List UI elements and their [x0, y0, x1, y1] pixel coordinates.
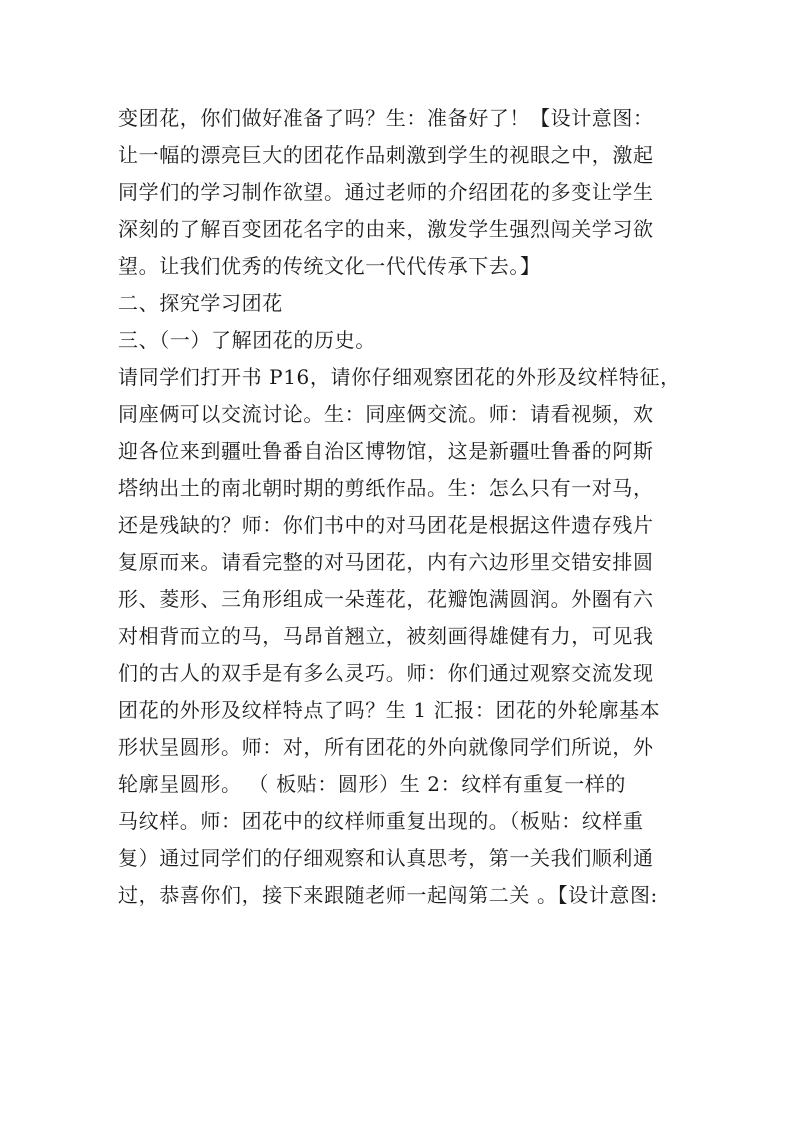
text-line: 望。让我们优秀的传统文化一代代传承下去。】	[118, 254, 541, 278]
text-line: 形、菱形、三角形组成一朵莲花，花瓣饱满圆润。外圈有六	[118, 587, 654, 611]
text-line: 轮廓呈圆形。 （ 板贴：圆形）生 2：纹样有重复一样的	[118, 772, 626, 796]
text-line: 形状呈圆形。师：对，所有团花的外向就像同学们所说，外	[118, 735, 654, 759]
text-line: 还是残缺的？师：你们书中的对马团花是根据这件遗存残片	[118, 513, 654, 537]
text-line: 深刻的了解百变团花名字的由来，激发学生强烈闯关学习欲	[118, 217, 654, 241]
subsection-heading: 三、（一）了解团花的历史。	[118, 328, 376, 352]
text-line: 复）通过同学们的仔细观察和认真思考，第一关我们顺利通	[118, 846, 654, 870]
text-line: 同学们的学习制作欲望。通过老师的介绍团花的多变让学生	[118, 180, 654, 204]
section-heading: 二、探究学习团花	[118, 291, 283, 315]
text-line: 请同学们打开书 P16，请你仔细观察团花的外形及纹样特征，	[118, 365, 681, 389]
text-line: 迎各位来到疆吐鲁番自治区博物馆，这是新疆吐鲁番的阿斯	[118, 439, 654, 463]
text-line: 让一幅的漂亮巨大的团花作品刺激到学生的视眼之中，激起	[118, 143, 654, 167]
text-line: 马纹样。师：团花中的纹样师重复出现的。（板贴：纹样重	[118, 809, 644, 833]
text-line: 复原而来。请看完整的对马团花，内有六边形里交错安排圆	[118, 550, 654, 574]
text-line: 对相背而立的马，马昂首翘立，被刻画得雄健有力，可见我	[118, 624, 654, 648]
text-line: 同座俩可以交流讨论。生：同座俩交流。师：请看视频，欢	[118, 402, 654, 426]
text-line: 过，恭喜你们，接下来跟随老师一起闯第二关 。【设计意图:	[118, 883, 658, 907]
text-line: 团花的外形及纹样特点了吗？生 1 汇报：团花的外轮廓基本	[118, 698, 661, 722]
text-line: 变团花，你们做好准备了吗？生：准备好了！【设计意图：	[118, 106, 654, 130]
text-line: 塔纳出土的南北朝时期的剪纸作品。生：怎么只有一对马，	[118, 476, 654, 500]
text-line: 们的古人的双手是有多么灵巧。师：你们通过观察交流发现	[118, 661, 654, 685]
body-text	[118, 100, 698, 914]
